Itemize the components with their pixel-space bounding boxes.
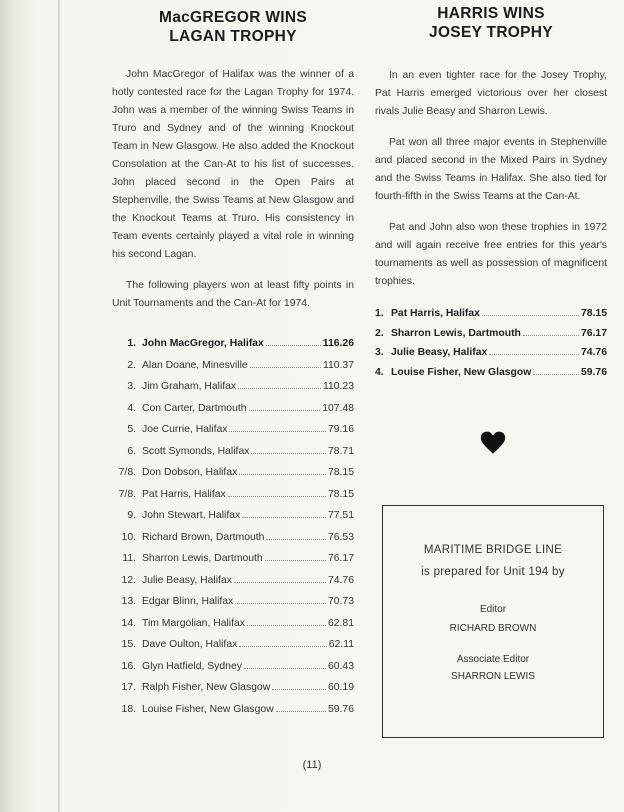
lagan-standing-score: 110.37 <box>322 359 354 371</box>
lagan-standing-player-name: Glyn Hatfield, Sydney <box>142 660 242 672</box>
lagan-standing-leader-dots <box>266 345 321 346</box>
lagan-standing-leader-dots <box>239 646 326 647</box>
lagan-standing-rank: 9. <box>127 510 136 521</box>
josey-paragraph-3: Pat and John also won these trophies in 1972 and will again receive free entries for this year's tournaments as well as possession of magnificent trophies. <box>375 222 607 287</box>
lagan-standing-rank: 2. <box>127 359 136 371</box>
lagan-standing-score: 78.15 <box>327 467 354 478</box>
lagan-standing-rank: 18. <box>121 703 136 715</box>
lagan-standing-leader-dots <box>244 668 326 669</box>
josey-standing-leader-dots <box>523 335 579 336</box>
lagan-standing-row <box>112 704 354 726</box>
lagan-standing-row <box>112 532 354 554</box>
lagan-standing-leader-dots <box>247 625 326 626</box>
lagan-standing-row <box>112 338 354 360</box>
lagan-standing-leader-dots <box>250 367 321 368</box>
josey-standing-score: 74.76 <box>580 347 607 358</box>
heart-suit-icon <box>480 430 506 456</box>
lagan-standing-row <box>112 661 354 683</box>
lagan-standing-rank: 14. <box>121 617 136 629</box>
lagan-standing-row <box>112 381 354 403</box>
lagan-standing-leader-dots <box>249 410 321 411</box>
lagan-standing-rank: 15. <box>121 639 136 650</box>
lagan-standing-leader-dots <box>238 388 321 389</box>
associate-editor-role: Associate Editor <box>456 654 530 665</box>
lagan-standing-rank: 6. <box>127 445 136 457</box>
josey-standing-player-name: Louise Fisher, New Glasgow <box>391 366 532 378</box>
lagan-standing-score: 62.11 <box>328 639 354 650</box>
josey-standing-player-name: Pat Harris, Halifax <box>391 308 480 319</box>
lagan-article <box>112 8 354 725</box>
lagan-standing-score: 76.17 <box>327 553 354 564</box>
lagan-standing-rank: 13. <box>121 596 136 607</box>
lagan-standing-player-name: John MacGregor, Halifax <box>142 338 264 349</box>
josey-article <box>375 4 607 386</box>
binding-edge <box>58 0 60 812</box>
josey-title-line2: JOSEY TROPHY <box>429 24 553 41</box>
lagan-standing-leader-dots <box>235 603 326 604</box>
lagan-standing-row <box>112 553 354 575</box>
publication-name: MARITIME BRIDGE LINE <box>423 544 563 556</box>
lagan-standing-rank: 7/8. <box>118 467 136 478</box>
lagan-standing-leader-dots <box>276 711 326 712</box>
prepared-by-line: is prepared for Unit 194 by <box>421 566 565 578</box>
josey-standing-row <box>375 308 607 328</box>
lagan-title <box>112 8 354 46</box>
lagan-standing-rank: 5. <box>127 424 136 435</box>
lagan-standing-player-name: Alan Doane, Minesville <box>142 359 248 371</box>
lagan-standing-row <box>112 467 354 489</box>
editor-name: RICHARD BROWN <box>449 623 537 634</box>
lagan-standing-rank: 12. <box>121 574 136 586</box>
josey-standing-row <box>375 328 607 348</box>
lagan-standing-rank: 16. <box>121 660 136 672</box>
josey-paragraph-1: In an even tighter race for the Josey Trophy, Pat Harris emerged victorious over her closest rivals Julie Beasy and Sharron Lewis. <box>375 70 607 117</box>
lagan-standing-leader-dots <box>251 453 326 454</box>
lagan-standing-row <box>112 510 354 532</box>
lagan-standing-score: 116.26 <box>322 338 354 349</box>
lagan-standing-row <box>112 489 354 511</box>
lagan-standing-score: 110.23 <box>322 381 354 392</box>
josey-paragraph-2: Pat won all three major events in Stephenville and placed second in the Mixed Pairs in Sydney and the Swiss Teams in Halifax. She also tied for fourth-fifth in the Swiss Teams at the Can-At. <box>375 137 607 202</box>
lagan-standing-leader-dots <box>228 496 326 497</box>
josey-standing-row <box>375 367 607 387</box>
editor-role: Editor <box>479 604 507 615</box>
page-number: (11) <box>302 759 322 771</box>
lagan-standing-score: 60.19 <box>327 682 354 693</box>
lagan-standing-score: 76.53 <box>327 531 354 543</box>
josey-standings <box>375 308 607 386</box>
lagan-standing-row <box>112 682 354 704</box>
lagan-standing-rank: 3. <box>127 381 136 392</box>
lagan-standing-row <box>112 596 354 618</box>
lagan-standing-leader-dots <box>242 517 326 518</box>
lagan-title-line1: MacGREGOR WINS <box>158 9 308 26</box>
josey-standing-row <box>375 347 607 367</box>
lagan-standing-leader-dots <box>229 431 326 432</box>
lagan-standing-row <box>112 575 354 597</box>
josey-standing-rank: 2. <box>375 327 384 339</box>
lagan-standing-player-name: Joe Currie, Halifax <box>142 424 228 435</box>
lagan-standing-player-name: Tim Margolian, Halifax <box>142 617 245 629</box>
lagan-standing-player-name: Sharron Lewis, Dartmouth <box>142 553 263 564</box>
lagan-standing-player-name: Pat Harris, Halifax <box>142 488 226 500</box>
josey-standing-leader-dots <box>533 374 579 375</box>
lagan-standing-score: 60.43 <box>327 660 354 672</box>
lagan-standing-player-name: Edgar Blinn, Halifax <box>142 596 234 607</box>
josey-standing-score: 76.17 <box>580 327 607 339</box>
lagan-standing-row <box>112 618 354 640</box>
josey-standing-rank: 4. <box>375 366 384 378</box>
lagan-standing-player-name: Con Carter, Dartmouth <box>142 402 247 414</box>
lagan-standing-rank: 17. <box>121 682 136 693</box>
lagan-standing-score: 79.16 <box>327 424 354 435</box>
lagan-standing-rank: 11. <box>122 553 136 564</box>
lagan-standing-row <box>112 360 354 382</box>
josey-standing-player-name: Sharron Lewis, Dartmouth <box>391 327 521 339</box>
josey-standing-rank: 3. <box>375 347 384 358</box>
lagan-standing-score: 77.51 <box>327 510 354 521</box>
lagan-standing-rank: 1. <box>127 338 136 349</box>
lagan-standing-player-name: Scott Symonds, Halifax <box>142 445 250 457</box>
lagan-standing-score: 59.76 <box>327 703 354 715</box>
lagan-standing-player-name: Jim Graham, Halifax <box>142 381 237 392</box>
josey-standing-leader-dots <box>482 315 579 316</box>
lagan-standing-rank: 7/8. <box>118 488 136 500</box>
lagan-standing-player-name: Ralph Fisher, New Glasgow <box>142 682 271 693</box>
credits-box <box>382 505 604 738</box>
lagan-paragraph-2: The following players won at least fifty points in Unit Tournaments and the Can-At for 1974. <box>112 280 354 309</box>
lagan-standing-score: 70.73 <box>327 596 354 607</box>
lagan-standings <box>112 338 354 725</box>
lagan-standing-rank: 10. <box>121 531 136 543</box>
lagan-standing-player-name: Richard Brown, Dartmouth <box>142 531 265 543</box>
josey-standing-rank: 1. <box>375 308 384 319</box>
lagan-standing-score: 78.15 <box>327 488 354 500</box>
lagan-standing-player-name: Louise Fisher, New Glasgow <box>142 703 274 715</box>
lagan-standing-player-name: Julie Beasy, Halifax <box>142 574 232 586</box>
lagan-standing-score: 74.76 <box>327 574 354 586</box>
lagan-standing-player-name: Dave Oulton, Halifax <box>142 639 238 650</box>
lagan-standing-score: 62.81 <box>327 617 354 629</box>
associate-editor-name: SHARRON LEWIS <box>451 671 535 682</box>
lagan-standing-score: 107.48 <box>322 402 354 414</box>
lagan-standing-row <box>112 403 354 425</box>
lagan-standing-row <box>112 424 354 446</box>
josey-standing-leader-dots <box>489 354 579 355</box>
lagan-standing-player-name: Don Dobson, Halifax <box>142 467 238 478</box>
lagan-standing-leader-dots <box>266 539 326 540</box>
lagan-standing-player-name: John Stewart, Halifax <box>142 510 241 521</box>
lagan-standing-leader-dots <box>234 582 326 583</box>
lagan-standing-leader-dots <box>265 560 326 561</box>
lagan-standing-row <box>112 639 354 661</box>
lagan-standing-leader-dots <box>272 689 326 690</box>
lagan-paragraph-1: John MacGregor of Halifax was the winner of a hotly contested race for the Lagan Trophy for 1974. John was a member of the winning Swiss Teams in Truro and Sydney and of the winning Knockout Team in New Glasgow. He also added the Knockout Consolation at the Can-At to his list of successes. John placed second in the Open Pairs at Stephenville, the Swiss Teams at New Glasgow and the Knockout Teams at Truro. His consistency in Team events certainly played a vital role in winning his second Lagan. <box>112 69 354 260</box>
josey-title <box>375 4 607 42</box>
josey-standing-player-name: Julie Beasy, Halifax <box>391 347 488 358</box>
josey-title-line1: HARRIS WINS <box>437 5 545 22</box>
josey-standing-score: 59.76 <box>580 366 607 378</box>
lagan-standing-score: 78.71 <box>327 445 354 457</box>
lagan-standing-leader-dots <box>239 474 326 475</box>
josey-standing-score: 78.15 <box>580 308 607 319</box>
lagan-title-line2: LAGAN TROPHY <box>169 28 297 45</box>
lagan-standing-rank: 4. <box>127 402 136 414</box>
lagan-standing-row <box>112 446 354 468</box>
